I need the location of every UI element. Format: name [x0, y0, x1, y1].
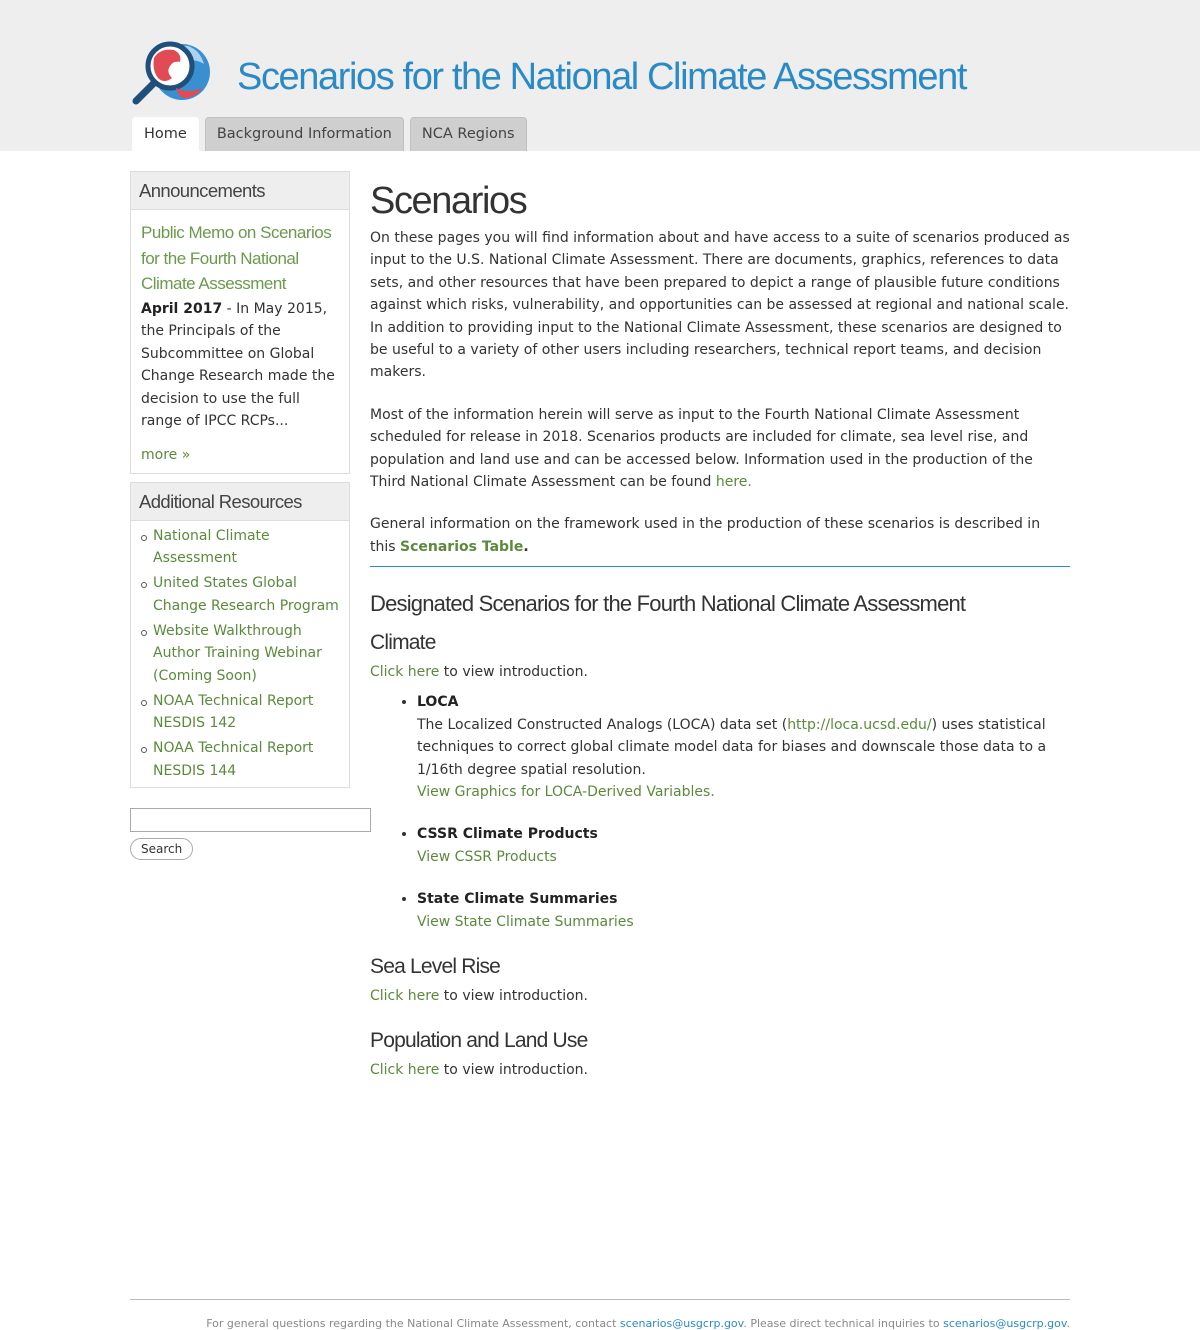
- divider: [370, 566, 1070, 567]
- population-heading: Population and Land Use: [370, 1028, 588, 1052]
- list-item: [417, 691, 1070, 803]
- announcement-summary: - In May 2015, the Principals of the Subcommittee on Global Change Research made the decision to use the full range of IPCC RCPs...: [141, 300, 335, 429]
- resource-link-webinar[interactable]: Website Walkthrough Author Training Webinar (Coming Soon): [153, 622, 322, 684]
- loca-text-a: The Localized Constructed Analogs (LOCA) data set (: [417, 716, 788, 733]
- sea-level-intro-line: [370, 985, 1070, 1007]
- third-nca-link[interactable]: here.: [715, 474, 752, 491]
- tab-home[interactable]: Home: [132, 117, 199, 151]
- site-header: [0, 0, 1200, 151]
- climate-intro-line: [370, 661, 1070, 683]
- announcement-link[interactable]: Public Memo on Scenarios for the Fourth National Climate Assessment: [141, 223, 332, 293]
- climate-click-here-link[interactable]: Click here: [370, 664, 440, 681]
- climate-heading: Climate: [370, 631, 436, 655]
- announcement-date: April 2017: [141, 300, 223, 317]
- cssr-title: CSSR Climate Products: [417, 826, 598, 843]
- framework-period: .: [523, 538, 529, 555]
- search-button[interactable]: Search: [130, 838, 193, 860]
- list-item: [417, 823, 1070, 868]
- cssr-products-link[interactable]: View CSSR Products: [417, 848, 557, 865]
- sea-level-heading: Sea Level Rise: [370, 954, 501, 978]
- framework-text: General information on the framework used in the production of these scenarios is described in this: [370, 516, 1041, 555]
- footer-text-a: For general questions regarding the National Climate Assessment, contact: [206, 1317, 620, 1330]
- tab-nca-regions[interactable]: NCA Regions: [410, 117, 527, 151]
- site-title[interactable]: Scenarios for the National Climate Assessment: [237, 56, 967, 98]
- resource-link-usgcrp[interactable]: United States Global Change Research Program: [153, 575, 339, 614]
- population-intro-line: [370, 1059, 1070, 1081]
- framework-paragraph: [370, 513, 1070, 558]
- magnifier-globe-icon[interactable]: [130, 38, 212, 108]
- sea-level-click-here-link[interactable]: Click here: [370, 987, 440, 1004]
- loca-url-link[interactable]: http://loca.ucsd.edu/: [787, 716, 932, 733]
- main-tabs: [132, 117, 527, 151]
- loca-title: LOCA: [417, 694, 459, 711]
- third-nca-paragraph: [370, 404, 1070, 494]
- to-view-text: to view introduction.: [439, 664, 588, 681]
- announcements-block: [130, 171, 350, 474]
- footer-text-b: . Please direct technical inquiries to: [743, 1317, 944, 1330]
- scenarios-table-link[interactable]: Scenarios Table: [400, 538, 524, 555]
- resource-link-nesdis-142[interactable]: NOAA Technical Report NESDIS 142: [153, 692, 314, 731]
- tab-background-information[interactable]: Background Information: [205, 117, 404, 151]
- list-item: [417, 888, 1070, 933]
- resources-list: [131, 521, 349, 787]
- announcements-title: Announcements: [131, 172, 349, 210]
- list-item: [143, 525, 349, 570]
- footer-email-general[interactable]: scenarios@usgcrp.gov: [619, 1317, 744, 1330]
- list-item: [143, 572, 349, 617]
- resource-link-nesdis-144[interactable]: NOAA Technical Report NESDIS 144: [153, 740, 314, 779]
- search-input[interactable]: [130, 808, 371, 832]
- resources-title: Additional Resources: [131, 483, 349, 521]
- to-view-text: to view introduction.: [439, 987, 588, 1004]
- footer: [130, 1299, 1070, 1330]
- loca-graphics-link[interactable]: View Graphics for LOCA-Derived Variables.: [417, 783, 715, 800]
- state-summaries-title: State Climate Summaries: [417, 891, 618, 908]
- loca-text-b: ) uses statistical techniques to correct global climate model data for biases and downscale those data to a 1/16th degree spatial resolution.: [417, 716, 1047, 778]
- state-summaries-link[interactable]: View State Climate Summaries: [417, 913, 634, 930]
- page-title: Scenarios: [370, 180, 527, 222]
- footer-email-technical[interactable]: scenarios@usgcrp.gov: [943, 1317, 1067, 1330]
- intro-paragraph: On these pages you will find information about and have access to a suite of scenarios produced as input to the U.S. National Climate Assessment. There are documents, graphics, references to data sets, and other resources that have been prepared to depict a range of plausible future conditions against which risks, vulnerability, and opportunities can be assessed at regional and national scale. In addition to providing input to the National Climate Assessment, these scenarios are designed to be useful to a variety of other users including researchers, technical report teams, and decision makers.: [370, 230, 1070, 381]
- search-form: [130, 808, 350, 860]
- designated-scenarios-heading: Designated Scenarios for the Fourth National Climate Assessment: [370, 591, 966, 617]
- resources-block: [130, 482, 350, 788]
- announcement-text: [141, 298, 339, 433]
- main-content: [370, 171, 1070, 1101]
- list-item: [143, 620, 349, 688]
- third-nca-text: Most of the information herein will serve as input to the Fourth National Climate Assessment scheduled for release in 2018. Scenarios products are included for climate, sea level rise, and population and land use and can be accessed below. Information used in the production of the Third National Climate Assessment can be found: [370, 406, 1033, 491]
- population-click-here-link[interactable]: Click here: [370, 1061, 440, 1078]
- list-item: [143, 737, 349, 782]
- to-view-text: to view introduction.: [439, 1061, 588, 1078]
- footer-text-c: .: [1066, 1317, 1070, 1330]
- list-item: [143, 690, 349, 735]
- more-link[interactable]: more »: [141, 446, 191, 463]
- resource-link-nca[interactable]: National Climate Assessment: [153, 527, 270, 566]
- climate-scenarios-list: [370, 691, 1070, 933]
- sidebar: [130, 171, 350, 860]
